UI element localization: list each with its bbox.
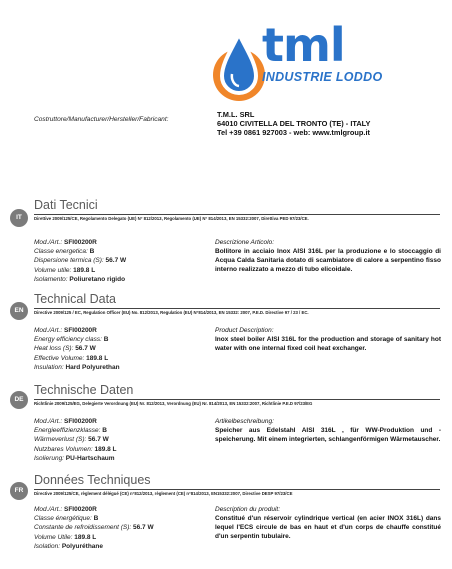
- directive-text: Richtlinie 2009/125/EG, Delegierte Verordnung (EU) Nr. 812/2013, Verordnung (EU) Nr. 814/2013, EN 15332:2007, Richtlinie P.E.D 97/23/EG: [34, 401, 313, 406]
- spec-insulation: Isolamento: Poliuretano rigido: [34, 275, 126, 283]
- manufacturer-info: [217, 110, 370, 137]
- language-badge: EN: [10, 302, 28, 320]
- section-divider: [34, 214, 440, 215]
- section-title: Technische Daten: [34, 383, 134, 397]
- description-text: Bollitore in acciaio Inox AISI 316L per la produzione e lo stoccaggio di Acqua Calda Sanitaria dotato di scambiatore di calore a serpentino fisso interno realizzato a mezzo di tubo elicoidale.: [215, 248, 441, 273]
- product-description: [215, 238, 441, 274]
- directive-text: Direttive 2009/125/CE, Regolamento Delegato (UE) N° 812/2013, Regolamento (UE) N° 814/2013, EN 15332:2007, Direttiva PED 97/23/CE.: [34, 216, 309, 221]
- section-divider: [34, 308, 440, 309]
- spec-heat-loss: Constante de refroidissement (S): 56.7 W: [34, 524, 154, 532]
- description-label: Descrizione Articolo:: [215, 239, 275, 246]
- manufacturer-contact: Tel +39 0861 927003 - web: www.tmlgroup.it: [217, 128, 370, 137]
- spec-energy-class: Classe énergétique: B: [34, 515, 99, 523]
- brand-subtitle: INDUSTRIE LODDO: [262, 70, 383, 84]
- description-text: Inox steel boiler AISI 316L for the production and storage of sanitary hot water with one internal fixed coil heat exchanger.: [215, 336, 441, 352]
- spec-model: Mod./Art.: SFI00200R: [34, 506, 97, 513]
- spec-list: [34, 238, 204, 284]
- manufacturer-name: T.M.L. SRL: [217, 110, 255, 119]
- spec-volume: Volume utile: 189.8 L: [34, 266, 96, 274]
- spec-insulation: Isolation: Polyuréthane: [34, 542, 104, 550]
- product-description: [215, 505, 441, 541]
- spec-energy-class: Energy efficiency class: B: [34, 336, 109, 344]
- language-badge: IT: [10, 209, 28, 227]
- product-description: [215, 417, 441, 444]
- spec-list: [34, 417, 204, 463]
- spec-volume: Nutzbares Volumen: 189.8 L: [34, 445, 117, 453]
- spec-heat-loss: Wärmeverlust (S): 56.7 W: [34, 436, 109, 444]
- spec-insulation: Insulation: Hard Polyurethan: [34, 363, 120, 371]
- manufacturer-address: 64010 CIVITELLA DEL TRONTO (TE) - ITALY: [217, 119, 371, 128]
- spec-heat-loss: Dispersione termica (S): 56.7 W: [34, 257, 127, 265]
- manufacturer-label: Costruttore/Manufacturer/Hersteller/Fabricant:: [34, 116, 169, 123]
- product-description: [215, 326, 441, 353]
- description-label: Product Description:: [215, 327, 274, 334]
- spec-model: Mod./Art.: SFI00200R: [34, 418, 97, 425]
- section-divider: [34, 489, 440, 490]
- water-drop-icon: [213, 34, 265, 101]
- spec-insulation: Isolierung: PU-Hartschaum: [34, 454, 115, 462]
- language-badge: DE: [10, 391, 28, 409]
- brand-name: tml: [262, 18, 345, 72]
- spec-list: [34, 326, 204, 372]
- description-label: Description du produit:: [215, 506, 281, 513]
- spec-energy-class: Energieeffizienzklasse: B: [34, 427, 107, 435]
- spec-energy-class: Classe energetica: B: [34, 248, 95, 256]
- directive-text: Directive 2009/125/CE, règlement délégué (CE) n°812/2013, règlement (CE) n°814/2013, EN15332:2007, Directive DESP 97/23/CE: [34, 491, 293, 496]
- section-title: Données Techniques: [34, 473, 151, 487]
- spec-model: Mod./Art.: SFI00200R: [34, 239, 97, 246]
- description-text: Speicher aus Edelstahl AISI 316L , für WW-Produktion und - speicherung. Mit einem integrierten, schlangenförmigen Wärmetauscher.: [215, 427, 441, 443]
- spec-volume: Volume Utile: 189.8 L: [34, 533, 97, 541]
- directive-text: Directive 2009/125 / EC, Regulation Officer (EU) No. 812/2013, Regulation (EU) N°814/2013, EN 15332: 2007, P.E.D. Directive 97 / 23 / EC.: [34, 310, 309, 315]
- spec-list: [34, 505, 204, 551]
- section-title: Dati Tecnici: [34, 198, 98, 212]
- spec-heat-loss: Heat loss (S): 56.7 W: [34, 345, 96, 353]
- section-divider: [34, 399, 440, 400]
- description-text: Constitué d'un réservoir cylindrique vertical (en acier INOX 316L) dans lequel l'ECS circule de bas en haut et d'un corps de chauffe constitué d'un serpentin tubulaire.: [215, 515, 441, 540]
- spec-model: Mod./Art.: SFI00200R: [34, 327, 97, 334]
- description-label: Artikelbeschreibung:: [215, 418, 274, 425]
- spec-volume: Effective Volume: 189.8 L: [34, 354, 109, 362]
- language-badge: FR: [10, 482, 28, 500]
- section-title: Technical Data: [34, 292, 116, 306]
